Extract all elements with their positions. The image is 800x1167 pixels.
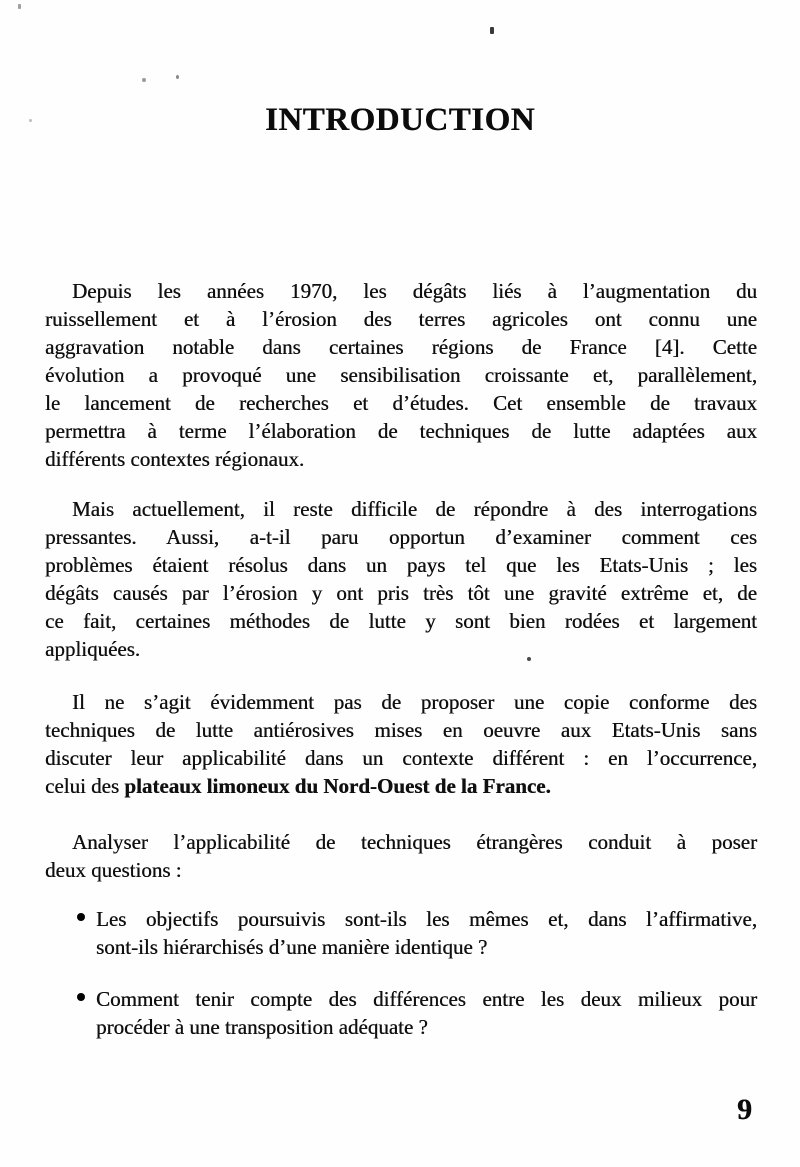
bold-text-segment: plateaux limoneux du Nord-Ouest de la France. (124, 774, 551, 798)
paragraph-2 (45, 495, 757, 663)
text-line: pressantes. Aussi, a-t-il paru opportun d’examiner comment ces (45, 525, 757, 549)
scan-speck (142, 78, 146, 82)
text-line: deux questions : (45, 858, 182, 882)
text-line: Analyser l’applicabilité de techniques étrangères conduit à poser (72, 830, 757, 854)
scan-speck (18, 4, 21, 9)
text-line: Il ne s’agit évidemment pas de proposer une copie conforme des (72, 690, 757, 714)
text-line: aggravation notable dans certaines régions de France [4]. Cette (45, 335, 757, 359)
text-line: Les objectifs poursuivis sont-ils les mêmes et, dans l’affirmative, (96, 907, 757, 931)
text-line: techniques de lutte antiérosives mises en oeuvre aux Etats-Unis sans (45, 718, 757, 742)
text-line: discuter leur applicabilité dans un contexte différent : en l’occurrence, (45, 746, 757, 770)
page-number: 9 (737, 1093, 752, 1126)
text-line: sont-ils hiérarchisés d’une manière identique ? (96, 935, 488, 959)
text-line: procéder à une transposition adéquate ? (96, 1015, 428, 1039)
bullet-item-2 (96, 985, 757, 1041)
text-line: permettra à terme l’élaboration de techniques de lutte adaptées aux (45, 419, 757, 443)
text-line: différents contextes régionaux. (45, 447, 305, 471)
text-segment: celui des (45, 774, 125, 798)
text-line: Depuis les années 1970, les dégâts liés à l’augmentation du (72, 279, 757, 303)
text-line: évolution a provoqué une sensibilisation croissante et, parallèlement, (45, 363, 757, 387)
bullet-icon (77, 913, 85, 921)
text-line: dégâts causés par l’érosion y ont pris très tôt une gravité extrême et, de (45, 581, 757, 605)
scan-speck (527, 657, 531, 661)
text-line: ruissellement et à l’érosion des terres agricoles ont connu une (45, 307, 757, 331)
text-line: problèmes étaient résolus dans un pays tel que les Etats-Unis ; les (45, 553, 757, 577)
text-line (45, 772, 757, 800)
paragraph-4 (45, 828, 757, 884)
scan-speck (176, 75, 179, 79)
bullet-item-1 (96, 905, 757, 961)
paragraph-1 (45, 277, 757, 473)
text-line: ce fait, certaines méthodes de lutte y sont bien rodées et largement (45, 609, 757, 633)
paragraph-3 (45, 688, 757, 800)
page-title: INTRODUCTION (264, 102, 536, 139)
text-line: appliquées. (45, 637, 141, 661)
scan-speck (29, 119, 32, 122)
text-line: le lancement de recherches et d’études. Cet ensemble de travaux (45, 391, 757, 415)
text-line: Mais actuellement, il reste difficile de répondre à des interrogations (72, 497, 757, 521)
text-line: Comment tenir compte des différences entre les deux milieux pour (96, 987, 757, 1011)
scan-speck (490, 27, 494, 34)
bullet-icon (77, 993, 85, 1001)
